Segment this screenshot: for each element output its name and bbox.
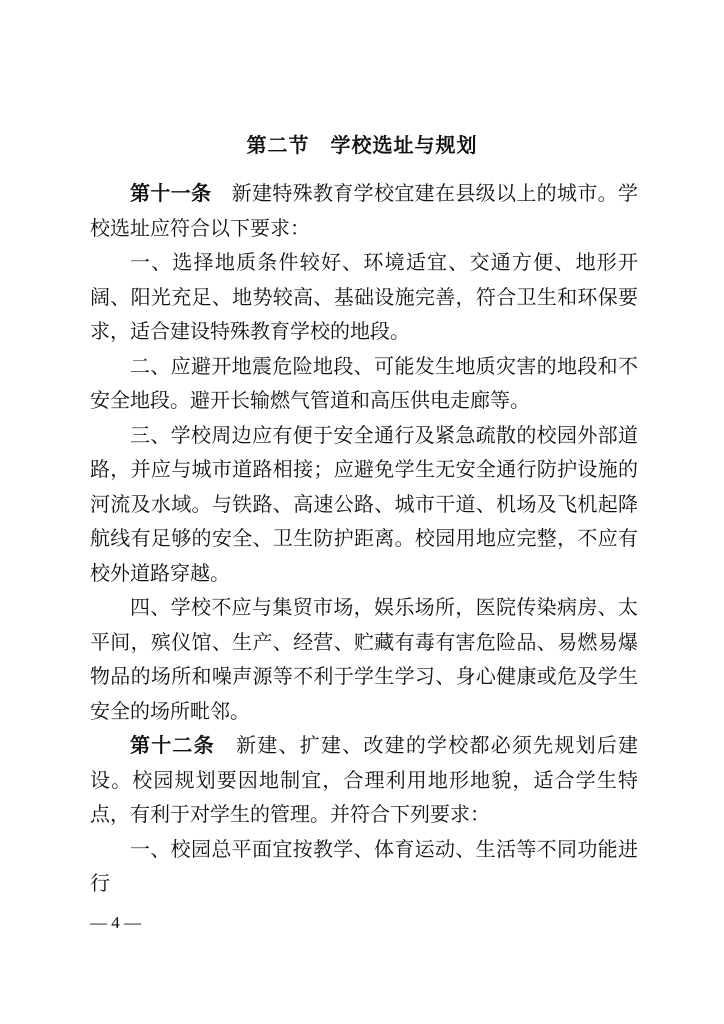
paragraph-text: 四、学校不应与集贸市场，娱乐场所，医院传染病房、太平间，殡仪馆、生产、经营、贮藏有毒有害危险品、易燃易爆物品的场所和噪声源等不利于学生学习、身心健康或危及学生安全的场所毗邻。 (90, 595, 638, 723)
paragraph-article-12 (90, 728, 638, 832)
paragraph-text: 新建、扩建、改建的学校都必须先规划后建设。校园规划要因地制宜，合理利用地形地貌，适合学生特点，有利于对学生的管理。并符合下列要求： (90, 733, 639, 826)
section-title: 第二节 学校选址与规划 (246, 133, 478, 157)
paragraph-text: 新建特殊教育学校宜建在县级以上的城市。学校选址应符合以下要求： (90, 181, 639, 240)
paragraph-text: 二、应避开地震危险地段、可能发生地质灾害的地段和不安全地段。避开长输燃气管道和高压供电走廊等。 (90, 353, 638, 412)
paragraph-item-1-b (90, 832, 638, 901)
page-number: — 4 — (90, 913, 141, 932)
paragraph-text: 三、学校周边应有便于安全通行及紧急疏散的校园外部道路，并应与城市道路相接；应避免学生无安全通行防护设施的河流及水域。与铁路、高速公路、城市干道、机场及飞机起降航线有足够的安全、卫生防护距离。校园用地应完整，不应有校外道路穿越。 (90, 422, 638, 585)
paragraph-item-3 (90, 418, 638, 591)
article-heading: 第十一条 (130, 181, 212, 205)
paragraph-text: 一、校园总平面宜按教学、体育运动、生活等不同功能进行 (90, 836, 638, 895)
body-text (90, 176, 638, 901)
paragraph-text: 一、选择地质条件较好、环境适宜、交通方便、地形开阔、阳光充足、地势较高、基础设施完善，符合卫生和环保要求，适合建设特殊教育学校的地段。 (90, 250, 638, 343)
paragraph-item-1 (90, 245, 638, 349)
article-heading: 第十二条 (130, 733, 215, 757)
paragraph-item-2 (90, 349, 638, 418)
paragraph-item-4 (90, 590, 638, 728)
paragraph-article-11 (90, 176, 638, 245)
